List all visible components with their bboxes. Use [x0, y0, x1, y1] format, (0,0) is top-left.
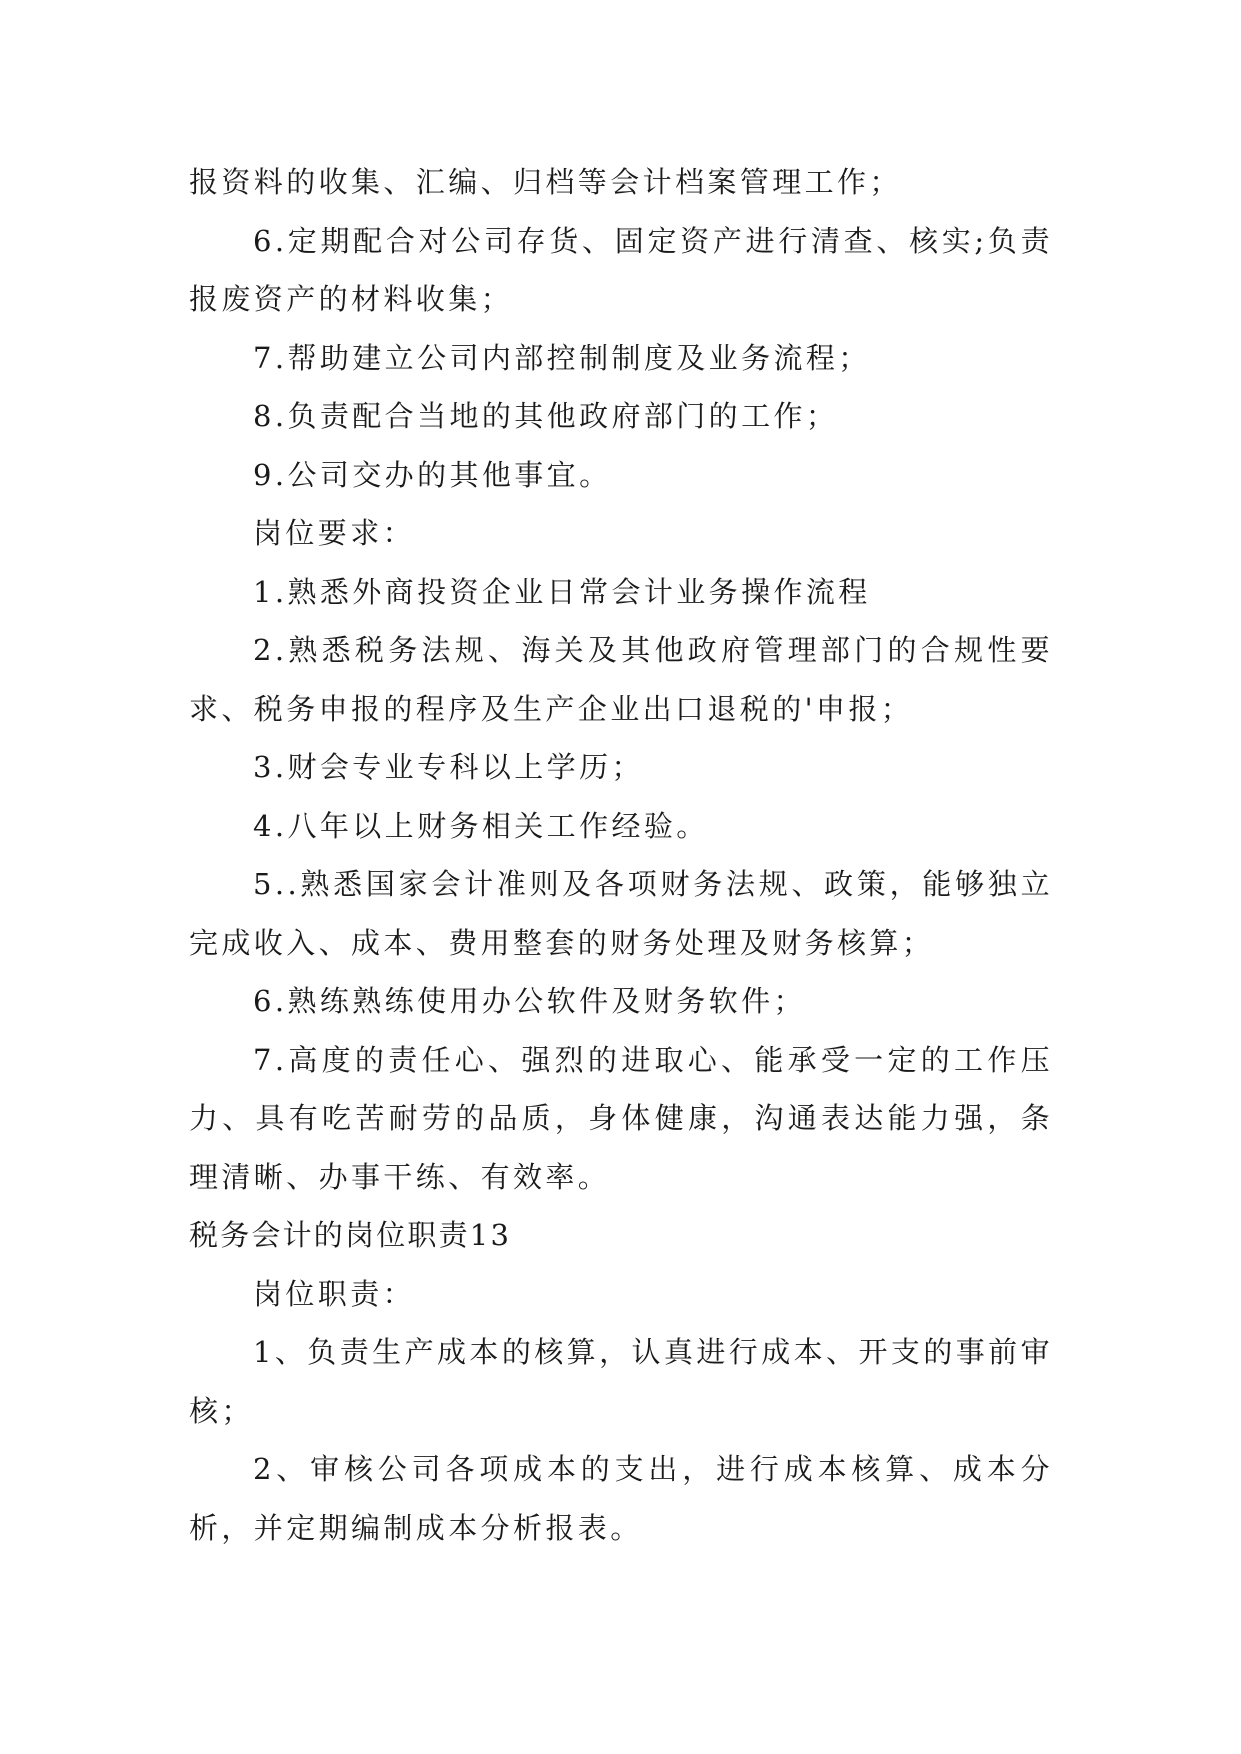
- paragraph-requirement-2: 2.熟悉税务法规、海关及其他政府管理部门的合规性要求、税务申报的程序及生产企业出口退税的'申报；: [189, 633, 1053, 726]
- section-label-duties: 岗位职责：: [253, 1276, 416, 1311]
- section-label-requirements: 岗位要求：: [253, 516, 416, 550]
- paragraph-requirement-6: 6.熟练熟练使用办公软件及财务软件；: [253, 984, 806, 1018]
- document-body: [189, 153, 1053, 1557]
- paragraph-requirement-4: 4.八年以上财务相关工作经验。: [253, 808, 709, 843]
- section-heading-13: 税务会计的岗位职责13: [189, 1218, 512, 1252]
- paragraph-duty-6: 6.定期配合对公司存货、固定资产进行清查、核实;负责报废资产的材料收集；: [189, 223, 1053, 316]
- paragraph-requirement-1: 1.熟悉外商投资企业日常会计业务操作流程: [253, 574, 871, 609]
- paragraph-duty-cost-1: 1、负责生产成本的核算，认真进行成本、开支的事前审核；: [189, 1335, 1053, 1428]
- paragraph-requirement-7: 7.高度的责任心、强烈的进取心、能承受一定的工作压力、具有吃苦耐劳的品质，身体健康，沟通表达能力强，条理清晰、办事干练、有效率。: [189, 1042, 1053, 1194]
- paragraph-duty-8: 8.负责配合当地的其他政府部门的工作；: [253, 399, 839, 433]
- paragraph-requirement-3: 3.财会专业专科以上学历；: [253, 750, 644, 784]
- paragraph-duty-7: 7.帮助建立公司内部控制制度及业务流程；: [253, 340, 871, 375]
- paragraph-requirement-5: 5..熟悉国家会计准则及各项财务法规、政策，能够独立完成收入、成本、费用整套的财务处理及财务核算；: [189, 867, 1053, 960]
- paragraph-duty-9: 9.公司交办的其他事宜。: [253, 457, 612, 492]
- paragraph-archive-management: 报资料的收集、汇编、归档等会计档案管理工作；: [189, 165, 902, 199]
- paragraph-duty-cost-2: 2、审核公司各项成本的支出，进行成本核算、成本分析，并定期编制成本分析报表。: [189, 1452, 1053, 1545]
